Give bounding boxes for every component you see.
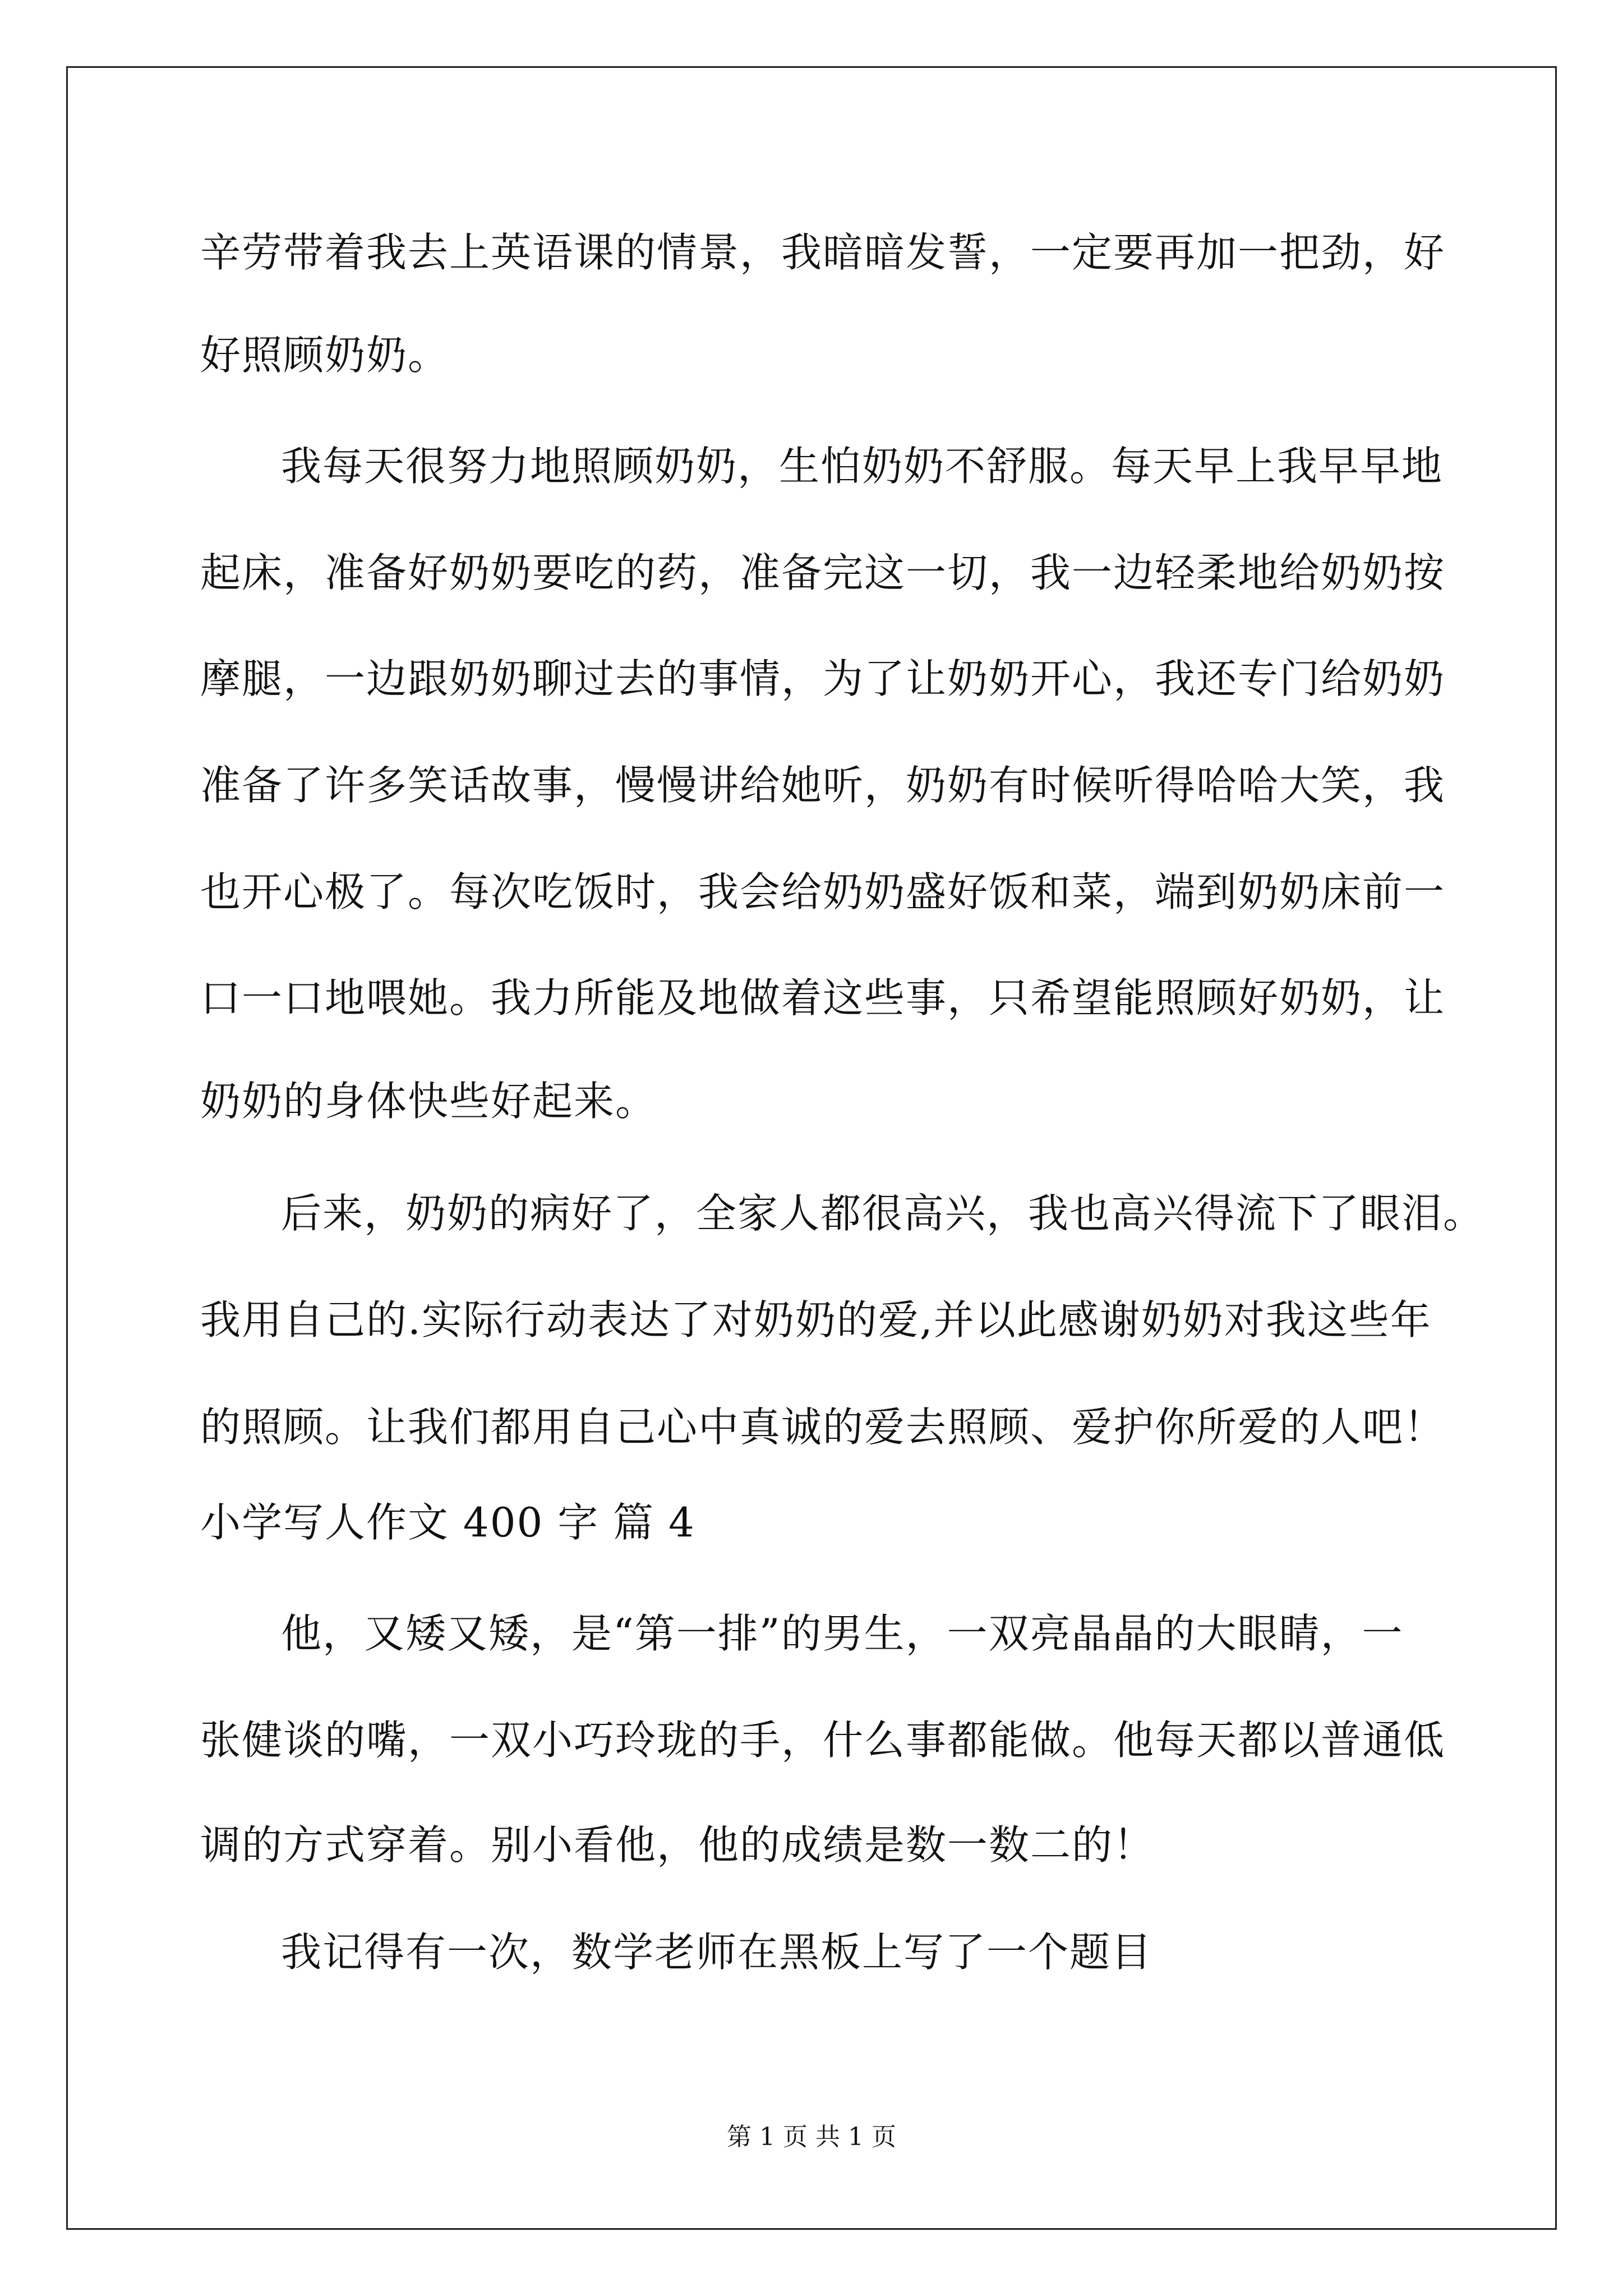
paragraph-start-line: 后来，奶奶的病好了，全家人都很高兴，我也高兴得流下了眼泪。 [281,1190,1485,1237]
text-line: 的照顾。让我们都用自己心中真诚的爱去照顾、爱护你所爱的人吧！ [200,1404,1446,1451]
text-line: 好照顾奶奶。 [200,332,450,379]
text-line: 口一口地喂她。我力所能及地做着这些事，只希望能照顾好奶奶，让 [200,974,1446,1022]
paragraph-start-line: 他，又矮又矮，是“第一排”的男生，一双亮晶晶的大眼睛，一 [281,1610,1404,1657]
text-line: 也开心极了。每次吃饭时，我会给奶奶盛好饭和菜，端到奶奶床前一 [200,868,1446,915]
paragraph-start-line: 我每天很努力地照顾奶奶，生怕奶奶不舒服。每天早上我早早地 [281,443,1444,490]
text-line: 摩腿，一边跟奶奶聊过去的事情，为了让奶奶开心，我还专门给奶奶 [200,655,1446,702]
text-line: 准备了许多笑话故事，慢慢讲给她听，奶奶有时候听得哈哈大笑，我 [200,762,1446,809]
text-line: 我用自己的.实际行动表达了对奶奶的爱,并以此感谢奶奶对我这些年 [200,1296,1432,1343]
text-line: 起床，准备好奶奶要吃的药，准备完这一切，我一边轻柔地给奶奶按 [200,549,1446,596]
text-line: 张健谈的嘴，一双小巧玲珑的手，什么事都能做。他每天都以普通低 [200,1717,1446,1764]
page-footer: 第 1 页 共 1 页 [727,2123,896,2151]
page-border [66,66,1557,2230]
text-line: 调的方式穿着。别小看他，他的成绩是数一数二的！ [200,1821,1155,1869]
text-line: 奶奶的身体快些好起来。 [200,1078,657,1125]
paragraph-start-line: 我记得有一次，数学老师在黑板上写了一个题目 [281,1929,1153,1976]
section-heading: 小学写人作文 400 字 篇 4 [200,1499,695,1546]
text-line: 辛劳带着我去上英语课的情景，我暗暗发誓，一定要再加一把劲，好 [200,229,1446,276]
